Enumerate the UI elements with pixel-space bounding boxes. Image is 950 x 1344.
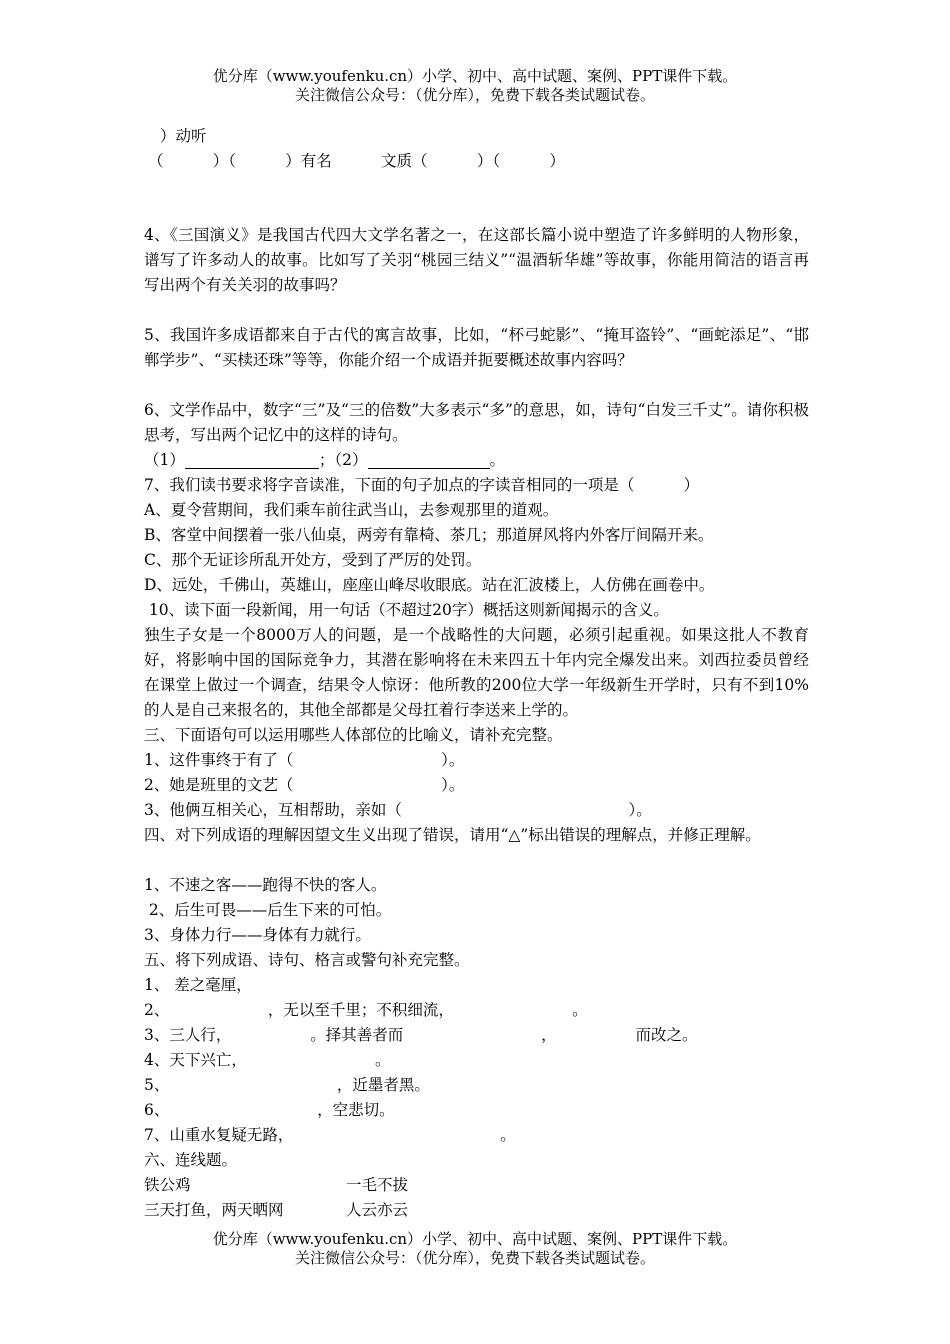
section-3-title: 三、下面语句可以运用哪些人体部位的比喻义，请补充完整。 bbox=[144, 726, 563, 744]
section-4-item-3: 3、身体力行——身体有力就行。 bbox=[144, 926, 371, 944]
section-5-title: 五、将下列成语、诗句、格言或警句补充完整。 bbox=[144, 951, 470, 969]
question-4: 4、《三国演义》是我国古代四大文学名著之一，在这部长篇小说中塑造了许多鲜明的人物形象，谱写了许多动人的故事。比如写了关羽“桃园三结义”“温酒斩华雄”等故事，你能用简洁的语言再写出两个有关关羽的故事吗？ bbox=[144, 226, 809, 294]
question-6: 6、文学作品中，数字“三”及“三的倍数”大多表示“多”的意思，如，诗句“白发三千丈”。请你积极思考，写出两个记忆中的这样的诗句。 bbox=[144, 401, 809, 444]
match-left-1[interactable]: 铁公鸡 bbox=[144, 1176, 191, 1194]
match-right-2[interactable]: 人云亦云 bbox=[346, 1201, 409, 1219]
section-4-item-2: 2、后生可畏——后生下来的可怕。 bbox=[144, 901, 392, 919]
question-10-news: 独生子女是一个8000万人的问题，是一个战略性的大问题，必须引起重视。如果这批人不教育好，将影响中国的国际竞争力，其潜在影响将在未来四五十年内完全爆发出来。刘西拉委员曾经在课堂上做过一个调查，结果令人惊讶：他所教的200位大学一年级新生开学时，只有不到10%的人是自己来报名的，其他全部都是父母扛着行李送来上学的。 bbox=[144, 626, 809, 719]
section-3-item-2: 2、她是班里的文艺（ ）。 bbox=[144, 776, 465, 794]
question-7-option-b: B、客堂中间摆着一张八仙桌，两旁有靠椅、茶几；那道屏风将内外客厅间隔开来。 bbox=[144, 526, 714, 544]
page-footer bbox=[0, 1230, 950, 1268]
section-4-title: 四、对下列成语的理解因望文生义出现了错误，请用“△”标出错误的理解点，并修正理解。 bbox=[144, 826, 761, 844]
section-5-item-7: 7、山重水复疑无路， 。 bbox=[144, 1126, 516, 1144]
top-line-1: ）动听 bbox=[160, 127, 207, 145]
section-5-item-5: 5、 ，近墨者黑。 bbox=[144, 1076, 430, 1094]
section-3-item-3: 3、他俩互相关心，互相帮助，亲如（ ）。 bbox=[144, 801, 652, 819]
section-3-item-1: 1、这件事终于有了（ ）。 bbox=[144, 751, 465, 769]
section-6-title: 六、连线题。 bbox=[144, 1151, 238, 1169]
answer-blank-2[interactable] bbox=[368, 450, 490, 469]
section-5-item-6: 6、 ，空悲切。 bbox=[144, 1101, 395, 1119]
section-5-item-4: 4、天下兴亡， 。 bbox=[144, 1051, 391, 1069]
question-5: 5、我国许多成语都来自于古代的寓言故事，比如，“杯弓蛇影”、“掩耳盗铃”、“画蛇添足”、“邯郸学步”、“买椟还珠”等等，你能介绍一个成语并扼要概述故事内容吗？ bbox=[144, 326, 809, 369]
question-10-stem: 10、读下面一段新闻，用一句话（不超过20字）概括这则新闻揭示的含义。 bbox=[144, 601, 669, 619]
blank-2-label: ；（2） bbox=[318, 451, 368, 469]
question-7-stem: 7、我们读书要求将字音读准，下面的句子加点的字读音相同的一项是（ ） bbox=[144, 476, 700, 494]
section-5-item-3: 3、三人行， 。择其善者而 ， 而改之。 bbox=[144, 1026, 698, 1044]
blank-1-label: （1） bbox=[144, 451, 185, 469]
blank-end: 。 bbox=[489, 451, 506, 469]
header-line-2: 关注微信公众号：（优分库），免费下载各类试题试卷。 bbox=[294, 86, 655, 104]
footer-line-1: 优分库（www.youfenku.cn）小学、初中、高中试题、案例、PPT课件下载。 bbox=[212, 1230, 738, 1248]
question-7-option-d: D、远处，千佛山，英雄山，座座山峰尽收眼底。站在汇波楼上，人仿佛在画卷中。 bbox=[144, 576, 715, 594]
header-line-1: 优分库（www.youfenku.cn）小学、初中、高中试题、案例、PPT课件下载。 bbox=[212, 67, 738, 85]
section-5-item-2: 2、 ，无以至千里；不积细流， 。 bbox=[144, 1001, 588, 1019]
section-5-item-1: 1、 差之毫厘， bbox=[144, 976, 252, 994]
question-6-blanks bbox=[144, 448, 809, 473]
match-left-2[interactable]: 三天打鱼，两天晒网 bbox=[144, 1201, 284, 1219]
answer-blank-1[interactable] bbox=[185, 450, 319, 469]
top-line-2: （ ）（ ）有名 文质（ ）（ ） bbox=[148, 152, 565, 170]
question-7-option-c: C、那个无证诊所乱开处方，受到了严厉的处罚。 bbox=[144, 551, 482, 569]
question-7-option-a: A、夏令营期间，我们乘车前往武当山，去参观那里的道观。 bbox=[144, 501, 559, 519]
match-right-1[interactable]: 一毛不拔 bbox=[346, 1176, 409, 1194]
section-4-item-1: 1、不速之客——跑得不快的客人。 bbox=[144, 876, 387, 894]
footer-line-2: 关注微信公众号：（优分库），免费下载各类试题试卷。 bbox=[294, 1249, 655, 1267]
page-header bbox=[0, 67, 950, 105]
